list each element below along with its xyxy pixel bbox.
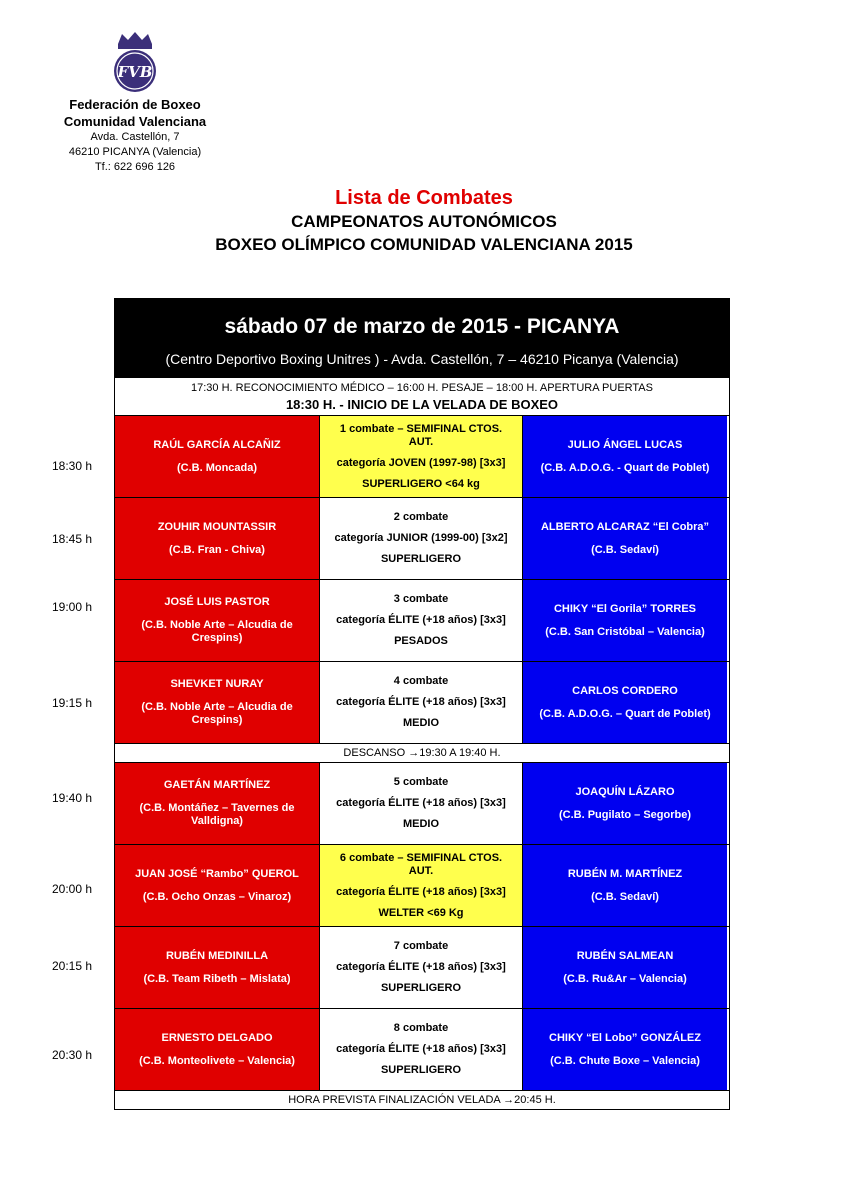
bout-weight: SUPERLIGERO (380, 982, 462, 994)
blue-boxer-name: ALBERTO ALCARAZ “El Cobra” (540, 520, 710, 533)
bout-category: categoría ÉLITE (+18 años) [3x3] (336, 614, 506, 626)
bout-time: 19:15 h (52, 696, 93, 710)
red-boxer-club: (C.B. Noble Arte – Alcudia de Crespins) (141, 619, 293, 644)
bout-weight: SUPERLIGERO (380, 1064, 462, 1076)
bout-info (319, 845, 523, 926)
bout-time: 18:45 h (52, 532, 93, 546)
blue-corner (523, 662, 727, 743)
blue-boxer-name: CHIKY “El Lobo” GONZÁLEZ (549, 1031, 701, 1044)
red-corner (115, 763, 319, 844)
red-boxer-name: SHEVKET NURAY (170, 678, 264, 690)
bout-row (114, 845, 730, 927)
blue-boxer-club: (C.B. A.D.O.G. - Quart de Poblet) (540, 461, 710, 474)
bout-info (319, 498, 523, 579)
red-boxer-club: (C.B. Moncada) (176, 461, 258, 474)
bout-number: 3 combate (393, 593, 449, 605)
bout-row (114, 927, 730, 1009)
red-boxer-club: (C.B. Ocho Onzas – Vinaroz) (142, 890, 292, 903)
red-corner (115, 845, 319, 926)
blue-boxer-club: (C.B. Ru&Ar – Valencia) (563, 972, 687, 985)
bout-number: 6 combate – SEMIFINAL CTOS. AUT. (339, 851, 503, 877)
blue-boxer-club: (C.B. Sedaví) (591, 543, 659, 556)
red-corner (115, 580, 319, 661)
bout-category: categoría ÉLITE (+18 años) [3x3] (336, 1043, 506, 1055)
bout-number: 7 combate (393, 940, 449, 952)
red-corner (115, 927, 319, 1008)
red-boxer-club: (C.B. Team Ribeth – Mislata) (143, 972, 291, 985)
competition-title: BOXEO OLÍMPICO COMUNIDAD VALENCIANA 2015 (215, 235, 633, 254)
blue-corner (523, 845, 727, 926)
bout-number: 1 combate – SEMIFINAL CTOS. AUT. (339, 422, 503, 448)
blue-corner (523, 1009, 727, 1090)
bout-row (114, 1009, 730, 1091)
bout-row (114, 416, 730, 498)
bout-weight: SUPERLIGERO (380, 553, 462, 565)
federation-logo (108, 30, 162, 94)
blue-boxer-club: (C.B. Pugilato – Segorbe) (558, 808, 691, 821)
bout-row (114, 498, 730, 580)
red-corner (115, 416, 319, 497)
start-text: 18:30 H. - INICIO DE LA VELADA DE BOXEO (285, 397, 559, 412)
org-name-2: Comunidad Valenciana (63, 114, 207, 129)
bout-category: categoría JUNIOR (1999-00) [3x2] (334, 532, 508, 544)
event-title: sábado 07 de marzo de 2015 - PICANYA (224, 315, 620, 338)
document-titles (0, 186, 848, 256)
blue-boxer-club: (C.B. Sedaví) (591, 890, 659, 903)
bout-category: categoría JOVEN (1997-98) [3x3] (336, 456, 506, 469)
schedule-info (114, 378, 730, 416)
blue-boxer-name: CARLOS CORDERO (572, 684, 678, 697)
bout-info (319, 580, 523, 661)
blue-boxer-club: (C.B. A.D.O.G. – Quart de Poblet) (539, 707, 711, 720)
blue-corner (523, 416, 727, 497)
org-city: 46210 PICANYA (Valencia) (68, 146, 202, 158)
blue-corner (523, 498, 727, 579)
bout-number: 4 combate (393, 675, 449, 687)
blue-boxer-club: (C.B. San Cristóbal – Valencia) (545, 625, 705, 638)
bout-info (319, 416, 523, 497)
event-venue: (Centro Deportivo Boxing Unitres ) - Avda. Castellón, 7 – 46210 Picanya (Valencia) (165, 351, 679, 367)
red-boxer-club: (C.B. Montáñez – Tavernes de Valldigna) (139, 802, 295, 827)
bout-weight: PESADOS (394, 635, 448, 647)
blue-boxer-name: RUBÉN M. MARTÍNEZ (567, 867, 683, 880)
red-boxer-club: (C.B. Monteolivete – Valencia) (139, 1054, 295, 1067)
bout-info (319, 662, 523, 743)
bout-time: 18:30 h (52, 459, 93, 473)
bout-category: categoría ÉLITE (+18 años) [3x3] (336, 797, 506, 809)
bout-table (114, 298, 730, 1110)
bout-category: categoría ÉLITE (+18 años) [3x3] (336, 961, 506, 973)
bout-category: categoría ÉLITE (+18 años) [3x3] (336, 696, 506, 708)
bout-info (319, 763, 523, 844)
bout-row (114, 580, 730, 662)
red-boxer-name: RAÚL GARCÍA ALCAÑIZ (153, 438, 281, 451)
bout-category: categoría ÉLITE (+18 años) [3x3] (336, 885, 506, 898)
schedule-text: 17:30 H. RECONOCIMIENTO MÉDICO – 16:00 H. PESAJE – 18:00 H. APERTURA PUERTAS (191, 382, 653, 394)
bout-number: 5 combate (393, 776, 449, 788)
red-boxer-name: JOSÉ LUIS PASTOR (164, 596, 270, 608)
bout-row (114, 662, 730, 744)
bout-time: 20:00 h (52, 882, 93, 896)
bout-time: 19:00 h (52, 600, 93, 614)
red-boxer-name: GAETÁN MARTÍNEZ (163, 779, 271, 791)
red-corner (115, 662, 319, 743)
org-phone: Tf.: 622 696 126 (94, 161, 176, 173)
bout-info (319, 927, 523, 1008)
blue-corner (523, 580, 727, 661)
finish-row: HORA PREVISTA FINALIZACIÓN VELADA →20:45 H. (114, 1091, 730, 1110)
blue-boxer-name: JULIO ÁNGEL LUCAS (567, 438, 683, 451)
championship-title: CAMPEONATOS AUTONÓMICOS (291, 212, 557, 231)
org-name-1: Federación de Boxeo (69, 97, 201, 112)
bout-weight: WELTER <69 Kg (378, 906, 464, 919)
bout-info (319, 1009, 523, 1090)
bout-time: 19:40 h (52, 791, 93, 805)
red-boxer-club: (C.B. Noble Arte – Alcudia de Crespins) (141, 701, 293, 726)
blue-boxer-club: (C.B. Chute Boxe – Valencia) (550, 1054, 700, 1067)
bout-time: 20:30 h (52, 1048, 93, 1062)
logo-text: FVB (117, 63, 153, 81)
bout-number: 8 combate (393, 1022, 449, 1034)
bout-time: 20:15 h (52, 959, 93, 973)
bout-weight: SUPERLIGERO <64 kg (362, 477, 480, 490)
bout-weight: MEDIO (402, 818, 440, 830)
blue-boxer-name: JOAQUÍN LÁZARO (575, 785, 675, 798)
red-corner (115, 498, 319, 579)
break-row: DESCANSO →19:30 A 19:40 H. (114, 744, 730, 763)
blue-boxer-name: CHIKY “El Gorila” TORRES (553, 602, 696, 615)
org-address: Avda. Castellón, 7 (90, 131, 180, 143)
list-title: Lista de Combates (335, 187, 513, 209)
red-boxer-name: RUBÉN MEDINILLA (165, 949, 269, 962)
bout-weight: MEDIO (402, 717, 440, 729)
blue-corner (523, 763, 727, 844)
event-banner (114, 298, 730, 378)
red-boxer-name: ZOUHIR MOUNTASSIR (157, 520, 277, 533)
bout-row (114, 763, 730, 845)
red-boxer-club: (C.B. Fran - Chiva) (169, 543, 265, 556)
blue-boxer-name: RUBÉN SALMEAN (576, 949, 674, 962)
federation-header (60, 30, 210, 175)
blue-corner (523, 927, 727, 1008)
bout-number: 2 combate (393, 511, 449, 523)
red-corner (115, 1009, 319, 1090)
red-boxer-name: ERNESTO DELGADO (161, 1031, 273, 1044)
red-boxer-name: JUAN JOSÉ “Rambo” QUEROL (135, 867, 299, 880)
